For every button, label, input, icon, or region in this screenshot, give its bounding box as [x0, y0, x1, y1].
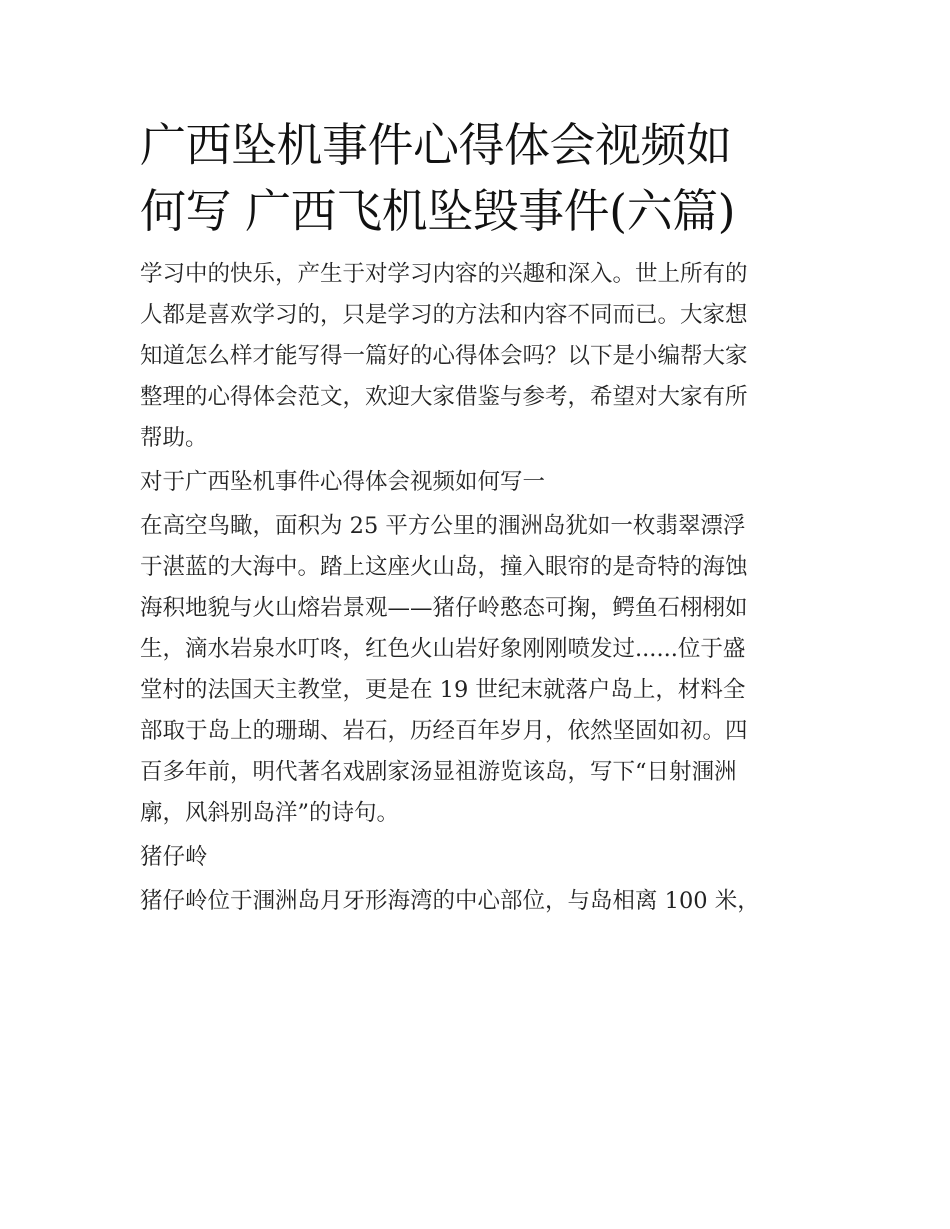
document-content: [140, 112, 820, 922]
text-line: 在高空鸟瞰，面积为 25 平方公里的涠洲岛犹如一枚翡翠漂浮: [140, 513, 746, 539]
title-line: 何写 广西飞机坠毁事件(六篇): [140, 184, 736, 238]
text-line: 学习中的快乐，产生于对学习内容的兴趣和深入。世上所有的: [140, 261, 748, 287]
text-line: 帮助。: [140, 425, 208, 451]
intro-paragraph: [140, 254, 820, 459]
text-line: 百多年前，明代著名戏剧家汤显祖游览该岛，写下“日射涠洲: [140, 759, 737, 785]
body-paragraph: [140, 506, 820, 834]
text-line: 人都是喜欢学习的，只是学习的方法和内容不同而已。大家想: [140, 302, 748, 328]
title-line: 广西坠机事件心得体会视频如: [140, 118, 732, 172]
text-line: 整理的心得体会范文，欢迎大家借鉴与参考，希望对大家有所: [140, 384, 748, 410]
text-line: 堂村的法国天主教堂，更是在 19 世纪末就落户岛上，材料全: [140, 677, 746, 703]
text-line: 部取于岛上的珊瑚、岩石，历经百年岁月，依然坚固如初。四: [140, 718, 748, 744]
subheading: 猪仔岭: [140, 844, 208, 870]
document-title: [140, 112, 820, 244]
text-line: 知道怎么样才能写得一篇好的心得体会吗？以下是小编帮大家: [140, 343, 748, 369]
section-heading: 对于广西坠机事件心得体会视频如何写一: [140, 469, 546, 495]
text-line: 于湛蓝的大海中。踏上这座火山岛，撞入眼帘的是奇特的海蚀: [140, 554, 748, 580]
text-line: 海积地貌与火山熔岩景观——猪仔岭憨态可掬，鳄鱼石栩栩如: [140, 595, 748, 621]
last-line: 猪仔岭位于涠洲岛月牙形海湾的中心部位，与岛相离 100 米，: [140, 888, 760, 914]
text-line: 生，滴水岩泉水叮咚，红色火山岩好象刚刚喷发过......位于盛: [140, 636, 746, 662]
text-line: 廓，风斜别岛洋”的诗句。: [140, 800, 400, 826]
